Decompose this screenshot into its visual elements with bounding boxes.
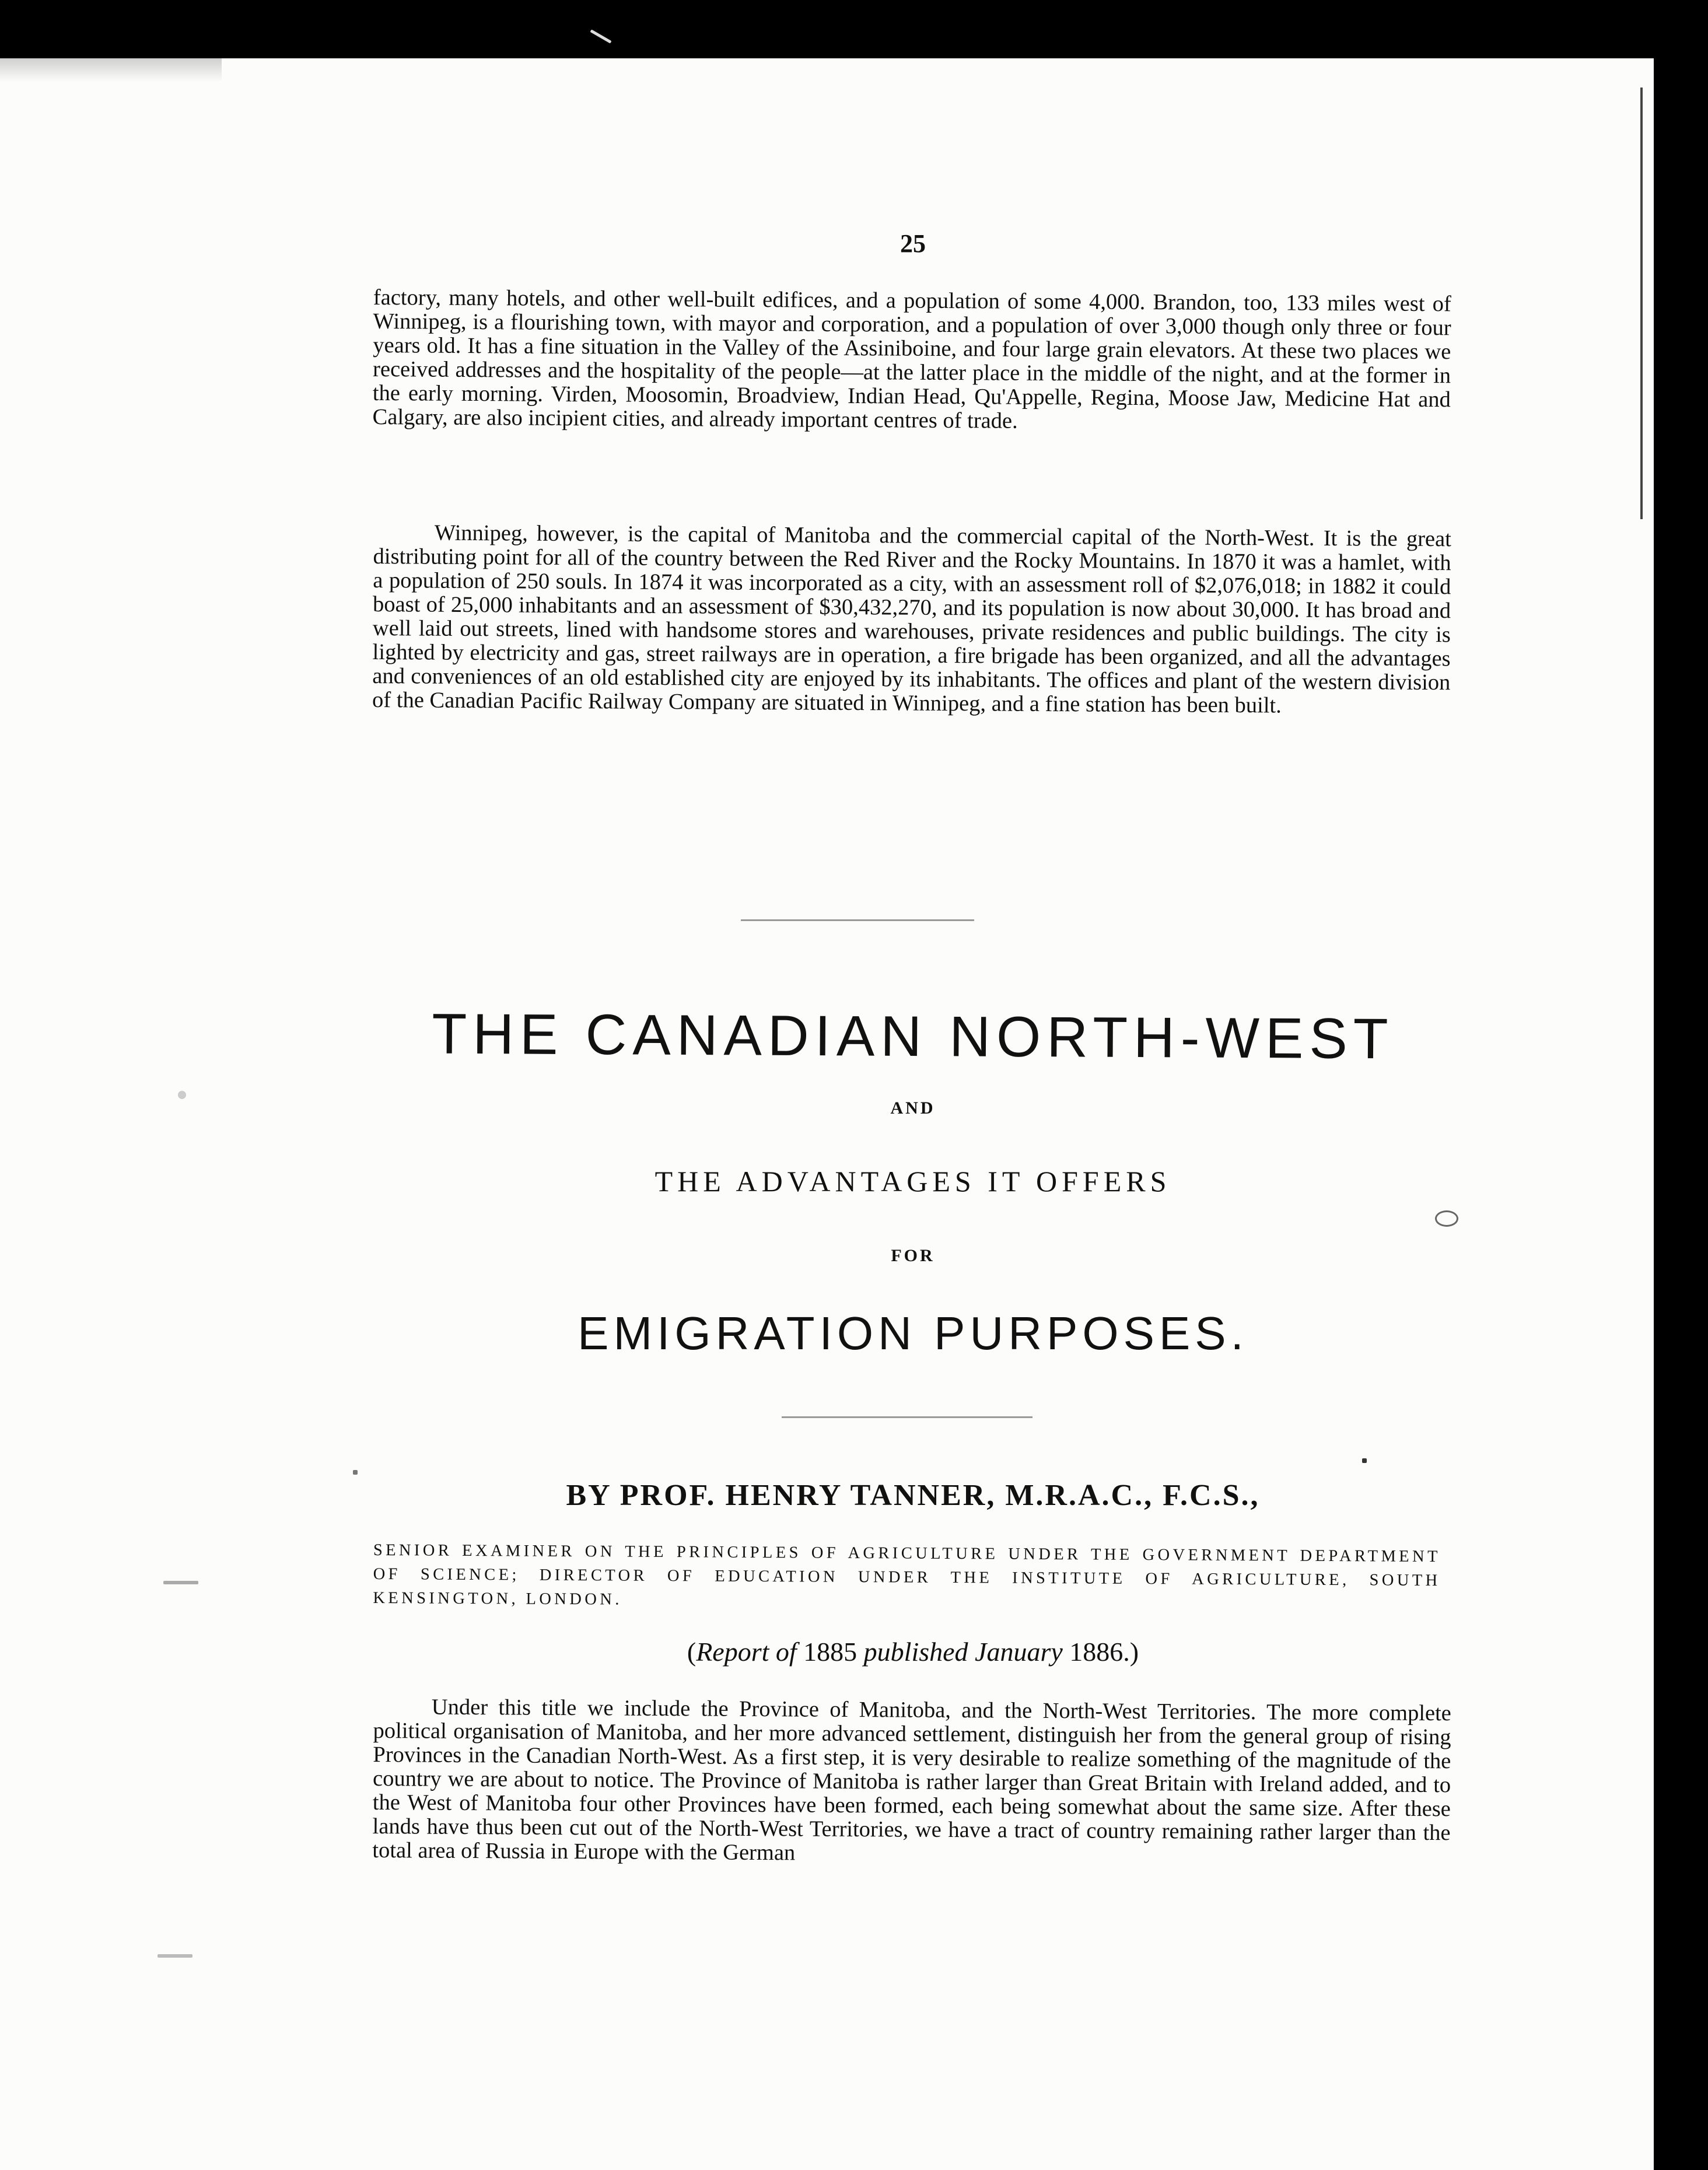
scan-speck	[158, 1954, 192, 1958]
section-divider	[782, 1416, 1032, 1418]
report-year: 1885	[803, 1637, 858, 1667]
section-divider	[741, 919, 974, 921]
paragraph-text: Winnipeg, however, is the capital of Manitoba and the commercial capital of the North-West. It is the great distributing point for all of the country between the Red River and the Rocky Mountains. In 1870 it was a hamlet, with a population of 250 souls. In 1874 it was incorporated as a city, with an assessment roll of $2,076,018; in 1882 it could boast of 25,000 inhabitants and an assessment of $30,432,270, and its population is now about 30,000. It has broad and well laid out streets, lined with handsome stores and warehouses, private residences and public buildings. The city is lighted by electricity and gas, street railways are in operation, a fire brigade has been organized, and all the advantages and conveniences of an old established city are enjoyed by its inhabitants. The offices and plant of the western division of the Canadian Pacific Railway Company are situated in Winnipeg, and a fine station has been built.	[372, 520, 1451, 718]
scan-speck	[590, 29, 611, 43]
report-open-paren: (	[687, 1637, 696, 1667]
body-paragraph	[372, 1695, 1451, 1869]
title-preposition: FOR	[891, 1246, 935, 1265]
article-subtitle: THE ADVANTAGES IT OFFERS	[654, 1165, 1171, 1198]
paragraph-text: factory, many hotels, and other well-built edifices, and a population of some 4,000. Brandon, too, 133 miles west of Winnipeg, is a flourishing town, with mayor and corporation, and a population of over 3,000 though only three or four years old. It has a fine situation in the Valley of the Assiniboine, and four large grain elevators. At these two places we received addresses and the hospitality of the people—at the latter place in the middle of the night, and at the former in the early morning. Virden, Moosomin, Broadview, Indian Head, Qu'Appelle, Regina, Moose Jaw, Medicine Hat and Calgary, are also incipient cities, and already important centres of trade.	[372, 285, 1451, 433]
scan-speck	[178, 1091, 186, 1099]
published-label: published January	[863, 1637, 1063, 1667]
body-paragraph	[372, 521, 1451, 719]
article-title-purpose: EMIGRATION PURPOSES.	[578, 1307, 1248, 1359]
scan-speck	[1362, 1458, 1367, 1463]
report-citation	[0, 1636, 1708, 1667]
page-number: 25	[900, 229, 926, 258]
paragraph-text: Under this title we include the Province of Manitoba, and the North-West Territories. The more complete political organisation of Manitoba, and her more advanced settlement, distinguish her from the general group of rising Provinces in the Canadian North-West. As a first step, it is very desirable to realize something of the magnitude of the country we are about to notice. The Province of Manitoba is rather larger than Great Britain with Ireland added, and to the West of Manitoba four other Provinces have been formed, each being somewhat about the same size. After these lands have thus been cut out of the North-West Territories, we have a tract of country remaining rather larger than the total area of Russia in Europe with the German	[372, 1695, 1451, 1866]
page-edge-strip	[1640, 88, 1643, 519]
article-title: THE CANADIAN NORTH-WEST	[432, 1001, 1394, 1071]
body-paragraph	[372, 286, 1451, 436]
author-credentials: SENIOR EXAMINER ON THE PRINCIPLES OF AGRICULTURE UNDER THE GOVERNMENT DEPARTMENT OF SCIENCE; DIRECTOR OF EDUCATION UNDER THE INSTITUTE OF AGRICULTURE, SOUTH KENSINGTON, LONDON.	[373, 1541, 1441, 1609]
scan-speck	[163, 1581, 198, 1584]
scan-speck	[1435, 1210, 1458, 1227]
report-label: Report of	[696, 1637, 797, 1667]
author-byline: BY PROF. HENRY TANNER, M.R.A.C., F.C.S.,	[566, 1479, 1260, 1512]
scan-speck	[353, 1470, 358, 1475]
page-fold-shadow	[0, 58, 222, 82]
published-year: 1886.)	[1069, 1637, 1139, 1667]
title-conjunction: AND	[890, 1098, 936, 1118]
